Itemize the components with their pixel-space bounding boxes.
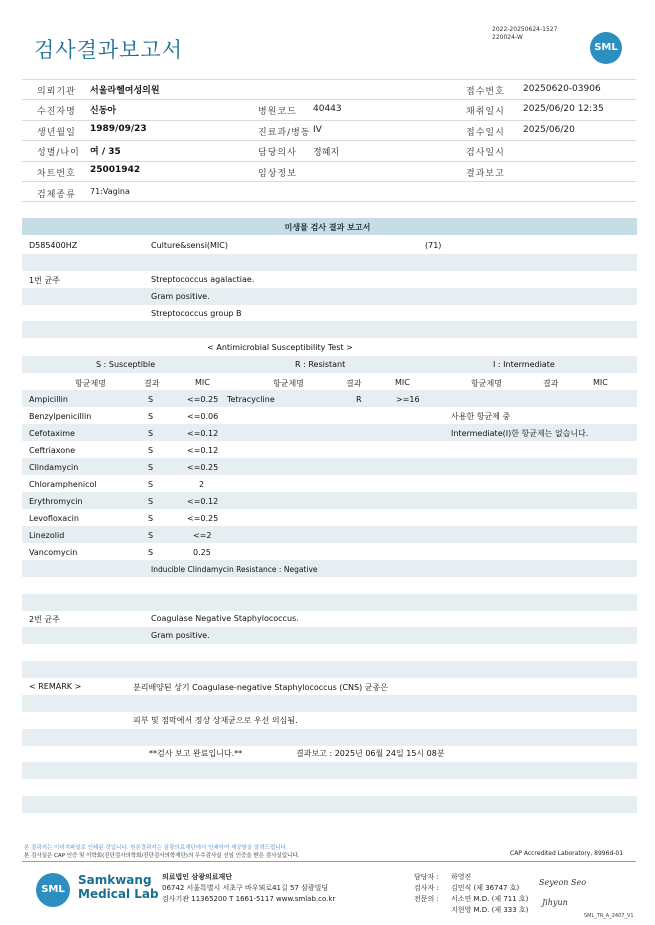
signature: Seyeon Seo: [539, 878, 587, 887]
organism2-line: Gram positive.: [151, 631, 210, 640]
antibiotic-mic: <=0.25: [187, 463, 219, 472]
stripe-band: [22, 560, 637, 577]
stripe-band: [22, 796, 637, 813]
brand-line: Samkwang: [78, 873, 152, 887]
hospital-code-label: 병원코드: [258, 107, 297, 117]
antibiotic-result: S: [148, 480, 154, 489]
antibiotic-mic: >=16: [396, 395, 420, 404]
doctor-value: 정혜지: [313, 148, 340, 158]
chart-label: 차트번호: [37, 169, 76, 179]
foundation-name: 의료법인 삼광의료재단: [162, 873, 233, 881]
staff-label: 담당자 :: [414, 873, 439, 881]
stripe-band: [22, 661, 637, 678]
antibiotic-mic: 2: [199, 480, 205, 489]
cap-accreditation: CAP Accredited Laboratory, 8996d-01: [510, 850, 624, 857]
antibiotic-mic: <=0.12: [187, 429, 219, 438]
antibiotic-result: S: [148, 395, 154, 404]
header-divider: [22, 161, 636, 162]
stripe-band: [22, 762, 637, 779]
form-code: SML_TR_A_2407_V1: [584, 913, 634, 919]
legend-susceptible: S : Susceptible: [96, 360, 156, 369]
antibiotic-name: Linezolid: [29, 531, 65, 540]
col-antibiotic: 항균제명: [75, 379, 106, 388]
antibiotic-name: Benzylpenicillin: [29, 412, 92, 421]
section-title: 미생물 검사 결과 보고서: [284, 223, 371, 232]
staff-label: 전문의 :: [414, 895, 439, 903]
address: 06742 서울특별시 서초구 바우뫼로41길 57 삼광빌딩: [162, 884, 329, 892]
antibiotic-name: Ceftriaxone: [29, 446, 76, 455]
report-completed: **검사 보고 완료입니다.**: [149, 749, 243, 758]
antibiotic-mic: <=0.12: [187, 446, 219, 455]
organism1-label: 1번 균주: [29, 276, 60, 285]
col-mic: MIC: [593, 378, 608, 387]
test-date-label: 검사일시: [466, 148, 505, 158]
stripe-band: [22, 594, 637, 611]
receipt-date-label: 접수일시: [466, 128, 505, 138]
organism1-line: Streptococcus group B: [151, 309, 242, 318]
stripe-band: [22, 627, 637, 644]
antibiotic-result: S: [148, 412, 154, 421]
specimen-label: 검체종류: [37, 190, 76, 200]
receipt-no-value: 20250620-03906: [523, 84, 601, 94]
stripe-band: [22, 729, 637, 746]
stripe-band: [22, 288, 637, 305]
test-num: (71): [425, 241, 442, 250]
signature: Jihyun: [542, 898, 568, 907]
organism1-line: Gram positive.: [151, 292, 210, 301]
header-divider: [22, 201, 636, 202]
remark-line: 피부 및 점막에서 정상 상재균으로 우선 의심됨.: [133, 716, 298, 725]
antibiotic-mic: <=0.12: [187, 497, 219, 506]
specimen-value: 71:Vagina: [90, 187, 130, 196]
col-result: 결과: [543, 379, 559, 388]
header-divider: [22, 79, 636, 80]
organism2-line: Coagulase Negative Staphylococcus.: [151, 614, 299, 623]
antibiotic-result: S: [148, 531, 154, 540]
stripe-band: [22, 254, 637, 271]
patient-label: 수진자명: [37, 107, 76, 117]
report-title: 검사결과보고서: [34, 38, 184, 62]
antibiotic-result: S: [148, 497, 154, 506]
birth-label: 생년월일: [37, 128, 76, 138]
antibiotic-result: S: [148, 514, 154, 523]
antibiotic-mic: <=2: [193, 531, 212, 540]
antibiotic-mic: 0.25: [193, 548, 211, 557]
staff-label: 검사자 :: [414, 884, 439, 892]
staff-name: 김민식 (제 36747 호): [451, 884, 520, 892]
antibiotic-mic: <=0.25: [187, 514, 219, 523]
sml-logo: SML: [36, 873, 70, 907]
antibiotic-mic: <=0.25: [187, 395, 219, 404]
doc-id-line2: 220024-W: [492, 34, 523, 41]
remark-line: 분리배양된 상기 Coagulase-negative Staphylococcus (CNS) 균종은: [133, 683, 388, 692]
birth-value: 1989/09/23: [90, 124, 147, 134]
staff-name: 지현영 M.D. (제 333 호): [451, 906, 529, 914]
footer-note: 본 검사실은 CAP 인증 및 이학회(진단검사의학회/진단검사의학재단)의 우수검사실 신임 인증을 받은 검사실입니다.: [24, 853, 300, 859]
patient-value: 신동아: [90, 106, 117, 116]
remark-label: < REMARK >: [29, 682, 82, 691]
stripe-band: [22, 458, 637, 475]
antibiotic-name: Vancomycin: [29, 548, 78, 557]
antibiotic-mic: <=0.06: [187, 412, 219, 421]
stripe-band: [22, 526, 637, 543]
footer-note: 본 결과지는 이미지파일로 인쇄된 것입니다. 원본결과지는 삼광의료재단에서 인쇄하여 제공함을 알려드립니다.: [24, 845, 288, 851]
receipt-no-label: 접수번호: [466, 87, 505, 97]
organism2-label: 2번 균주: [29, 615, 60, 624]
hospital-code-value: 40443: [313, 104, 342, 114]
institution-value: 서울라헬여성의원: [90, 86, 160, 96]
col-mic: MIC: [195, 378, 210, 387]
header-divider: [22, 181, 636, 182]
doctor-label: 담당의사: [258, 148, 297, 158]
antibiotic-name: Clindamycin: [29, 463, 79, 472]
antibiotic-result: S: [148, 548, 154, 557]
dept-value: IV: [313, 125, 322, 135]
doc-id: [492, 26, 557, 42]
header-divider: [22, 120, 636, 121]
antibiotic-result: R: [356, 395, 362, 404]
collect-date-label: 채취일시: [466, 107, 505, 117]
staff-name: 하영진: [451, 873, 472, 881]
antibiotic-name: Levofloxacin: [29, 514, 79, 523]
doc-id-line1: 2022-20250624-1527: [492, 26, 558, 33]
stripe-band: [22, 321, 637, 338]
col-mic: MIC: [395, 378, 410, 387]
footer-divider: [22, 861, 636, 862]
col-result: 결과: [144, 379, 160, 388]
result-report-time: 결과보고 : 2025년 06월 24일 15시 08분: [296, 749, 445, 758]
receipt-date-value: 2025/06/20: [523, 125, 575, 135]
header-divider: [22, 140, 636, 141]
test-code: D585400HZ: [29, 241, 78, 250]
legend-resistant: R : Resistant: [295, 360, 346, 369]
intermediate-note: Intermediate(I)한 항균제는 없습니다.: [451, 429, 589, 438]
stripe-band: [22, 492, 637, 509]
antibiotic-result: S: [148, 446, 154, 455]
intermediate-note: 사용한 항균제 중: [451, 412, 511, 421]
institution-label: 의뢰기관: [37, 87, 76, 97]
sml-logo: SML: [590, 32, 622, 64]
chart-value: 25001942: [90, 165, 141, 175]
organism1-line: Streptococcus agalactiae.: [151, 275, 255, 284]
brand-name: [78, 873, 159, 901]
contact: 검사기관 11365200 T 1661-5117 www.smlab.co.kr: [162, 895, 336, 903]
test-name: Culture&sensi(MIC): [151, 241, 228, 250]
brand-line: Medical Lab: [78, 887, 159, 901]
col-result: 결과: [346, 379, 362, 388]
legend-intermediate: I : Intermediate: [493, 360, 555, 369]
sex-age-value: 여 / 35: [90, 147, 121, 157]
col-antibiotic: 항균제명: [273, 379, 304, 388]
antibiotic-result: S: [148, 463, 154, 472]
antibiotic-name: Ampicillin: [29, 395, 68, 404]
col-antibiotic: 항균제명: [471, 379, 502, 388]
clinical-label: 임상정보: [258, 169, 297, 179]
staff-name: 서소연 M.D. (제 711 호): [451, 895, 529, 903]
antibiotic-name: Tetracycline: [227, 395, 275, 404]
antibiotic-name: Chloramphenicol: [29, 480, 97, 489]
inducible-clindamycin: Inducible Clindamycin Resistance : Negative: [151, 565, 318, 574]
collect-date-value: 2025/06/20 12:35: [523, 104, 604, 114]
stripe-band: [22, 390, 637, 407]
sex-age-label: 성별/나이: [37, 148, 80, 158]
dept-label: 진료과/병동: [258, 128, 311, 138]
stripe-band: [22, 695, 637, 712]
ast-title: < Antimicrobial Susceptibility Test >: [207, 343, 353, 352]
antibiotic-name: Cefotaxime: [29, 429, 75, 438]
result-report-label: 결과보고: [466, 169, 505, 179]
antibiotic-name: Erythromycin: [29, 497, 83, 506]
antibiotic-result: S: [148, 429, 154, 438]
header-divider: [22, 99, 636, 100]
